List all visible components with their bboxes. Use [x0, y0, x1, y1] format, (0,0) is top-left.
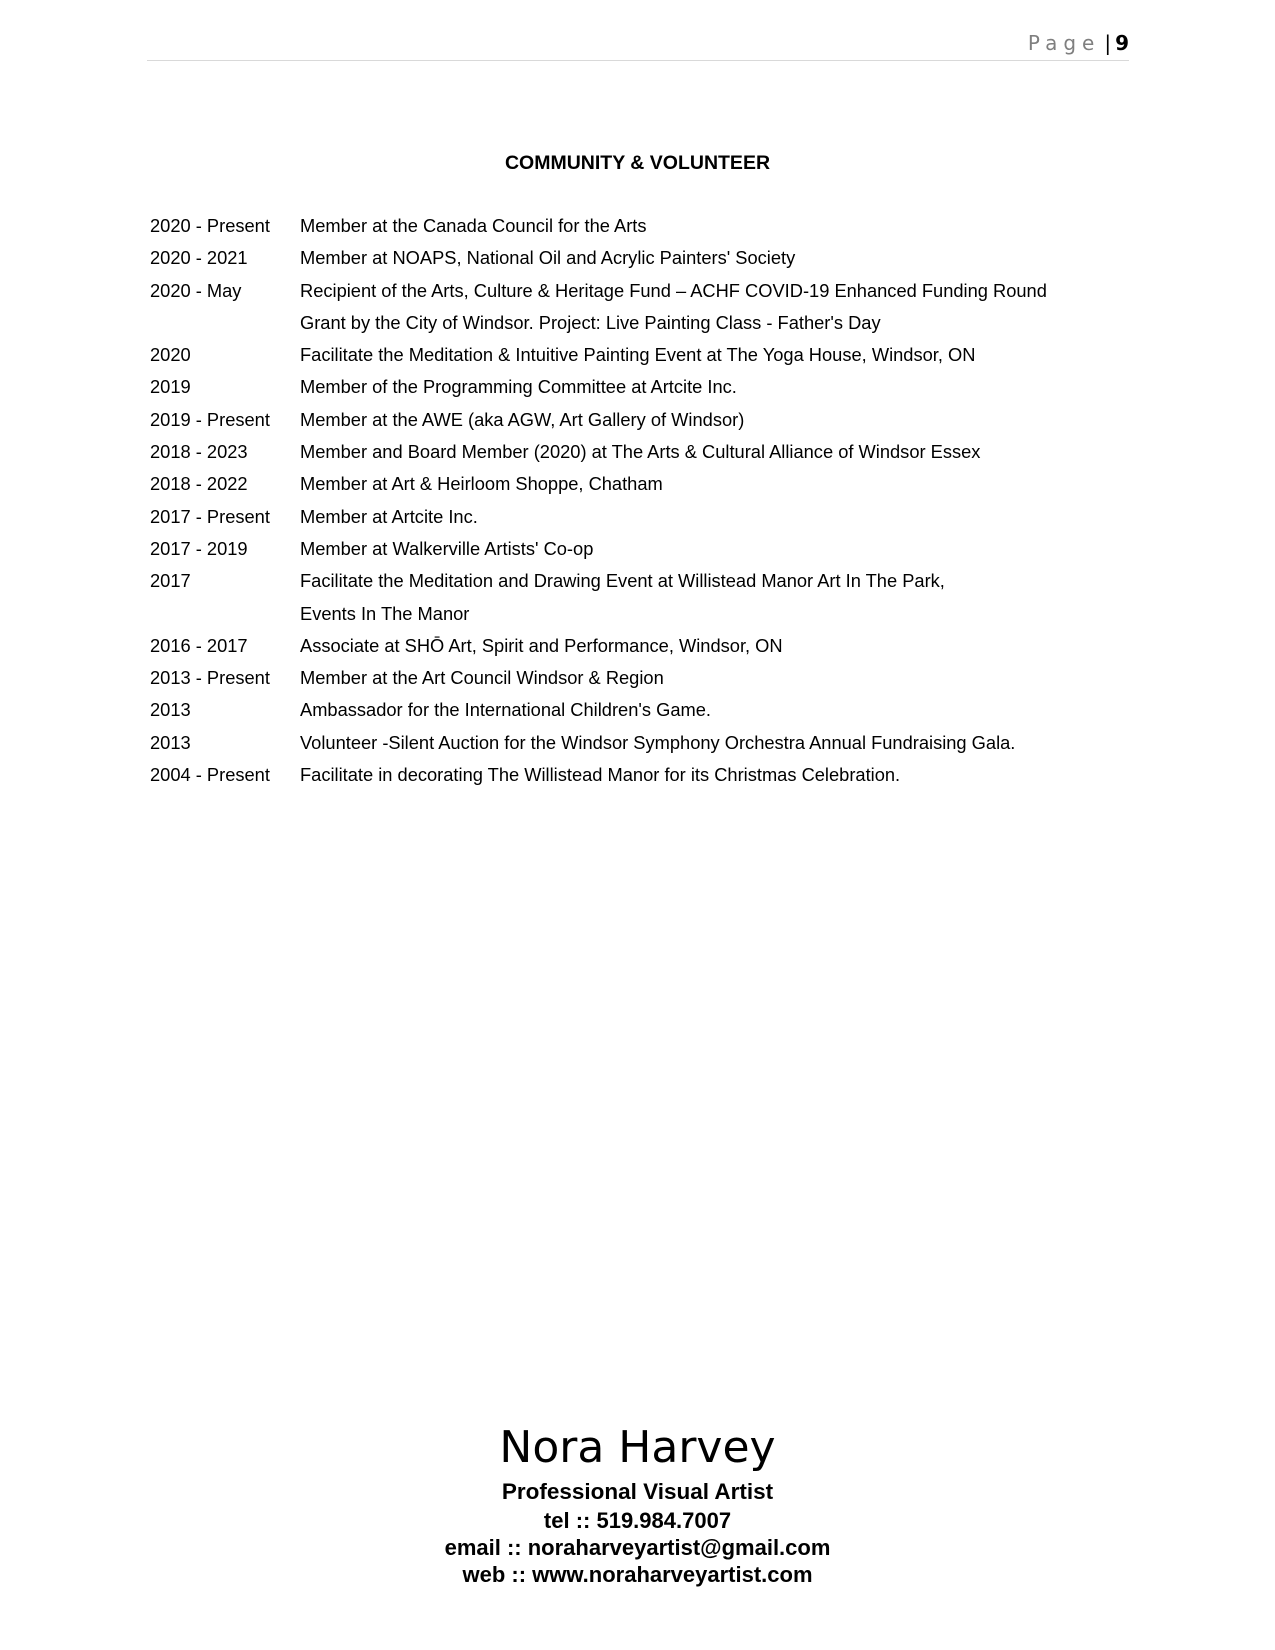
entry-description: [300, 242, 1130, 274]
entry-description-line: Ambassador for the International Children's Game.: [300, 699, 711, 721]
entry-description-line: Member at the Art Council Windsor & Region: [300, 667, 664, 689]
page-number-label: [1028, 30, 1129, 56]
entry-description: [300, 404, 1130, 436]
entry-date: 2017: [150, 570, 191, 592]
entry-row: [150, 727, 1130, 759]
entry-row: [150, 630, 1130, 662]
entry-row: [150, 501, 1130, 533]
entry-description-line: Member at the Canada Council for the Arts: [300, 215, 647, 236]
artist-title: Professional Visual Artist: [501, 1479, 774, 1504]
entry-description: [300, 275, 1130, 340]
entry-date: 2019 - Present: [150, 408, 270, 430]
entry-row: [150, 339, 1130, 371]
entry-description: [300, 371, 1130, 403]
page-word: Page: [1027, 31, 1101, 55]
entry-description-line: Member at Walkerville Artists' Co-op: [300, 537, 594, 559]
entry-row: [150, 210, 1130, 242]
entry-description: [300, 533, 1130, 565]
entry-date: 2020 - 2021: [150, 247, 248, 269]
web-line: web :: www.noraharveyartist.com: [462, 1562, 813, 1587]
page-separator: |: [1104, 31, 1112, 55]
entry-description-line: Volunteer -Silent Auction for the Windsor Symphony Orchestra Annual Fundraising Gala.: [300, 731, 1016, 753]
entry-date: 2018 - 2023: [150, 441, 248, 463]
entry-description: [300, 694, 1130, 726]
entry-description: [300, 759, 1130, 791]
entry-row: [150, 565, 1130, 630]
entry-row: [150, 436, 1130, 468]
entry-date: 2020 - May: [150, 279, 242, 301]
entry-description-line: Associate at SHŌ Art, Spirit and Performance, Windsor, ON: [300, 634, 783, 656]
entry-row: [150, 759, 1130, 791]
entry-description-line: Facilitate the Meditation & Intuitive Painting Event at The Yoga House, Windsor, ON: [300, 344, 976, 366]
entry-date: 2016 - 2017: [150, 634, 248, 656]
entry-date: 2013 - Present: [150, 667, 270, 689]
entry-row: [150, 468, 1130, 500]
entry-row: [150, 662, 1130, 694]
entry-date: 2013: [150, 699, 191, 721]
entry-row: [150, 533, 1130, 565]
entry-date: 2020: [150, 344, 191, 366]
email-line: email :: noraharveyartist@gmail.com: [444, 1535, 831, 1560]
artist-name: Nora Harvey: [499, 1422, 776, 1473]
entry-description: [300, 565, 1130, 630]
entry-description: [300, 501, 1130, 533]
entry-date: 2004 - Present: [150, 764, 270, 786]
entry-description-line: Facilitate the Meditation and Drawing Event at Willistead Manor Art In The Park,: [300, 570, 945, 592]
entry-date: 2020 - Present: [150, 215, 270, 236]
section-title: COMMUNITY & VOLUNTEER: [504, 152, 771, 174]
entry-date: 2018 - 2022: [150, 473, 248, 495]
entries-list: [150, 210, 1130, 791]
entry-description-line: Member and Board Member (2020) at The Arts & Cultural Alliance of Windsor Essex: [300, 441, 981, 463]
phone-line: tel :: 519.984.7007: [543, 1508, 732, 1533]
entry-description: [300, 662, 1130, 694]
page-header: [147, 30, 1129, 61]
entry-description-line: Member at Artcite Inc.: [300, 505, 478, 527]
entry-description-line: Events In The Manor: [300, 602, 470, 624]
entry-description-line: Member at Art & Heirloom Shoppe, Chatham: [300, 473, 663, 495]
entry-description: [300, 339, 1130, 371]
entry-description-line: Member at the AWE (aka AGW, Art Gallery of Windsor): [300, 408, 745, 430]
entry-description: [300, 727, 1130, 759]
entry-description: [300, 630, 1130, 662]
entry-description: [300, 210, 1130, 242]
page-number: 9: [1115, 31, 1129, 55]
entry-row: [150, 694, 1130, 726]
entry-description: [300, 468, 1130, 500]
entry-description-line: Member of the Programming Committee at Artcite Inc.: [300, 376, 737, 398]
entry-description-line: Facilitate in decorating The Willistead Manor for its Christmas Celebration.: [300, 764, 901, 786]
entry-date: 2017 - 2019: [150, 537, 248, 559]
entry-description-line: Recipient of the Arts, Culture & Heritage Fund – ACHF COVID-19 Enhanced Funding Round: [300, 279, 1047, 301]
entry-date: 2019: [150, 376, 191, 398]
entry-date: 2017 - Present: [150, 505, 270, 527]
contact-footer: [0, 1420, 1275, 1588]
entry-row: [150, 404, 1130, 436]
entry-description-line: Grant by the City of Windsor. Project: Live Painting Class - Father's Day: [300, 311, 881, 333]
entry-date: 2013: [150, 731, 191, 753]
entry-row: [150, 275, 1130, 340]
entry-description-line: Member at NOAPS, National Oil and Acrylic Painters' Society: [300, 247, 796, 269]
entry-row: [150, 242, 1130, 274]
entry-description: [300, 436, 1130, 468]
entry-row: [150, 371, 1130, 403]
